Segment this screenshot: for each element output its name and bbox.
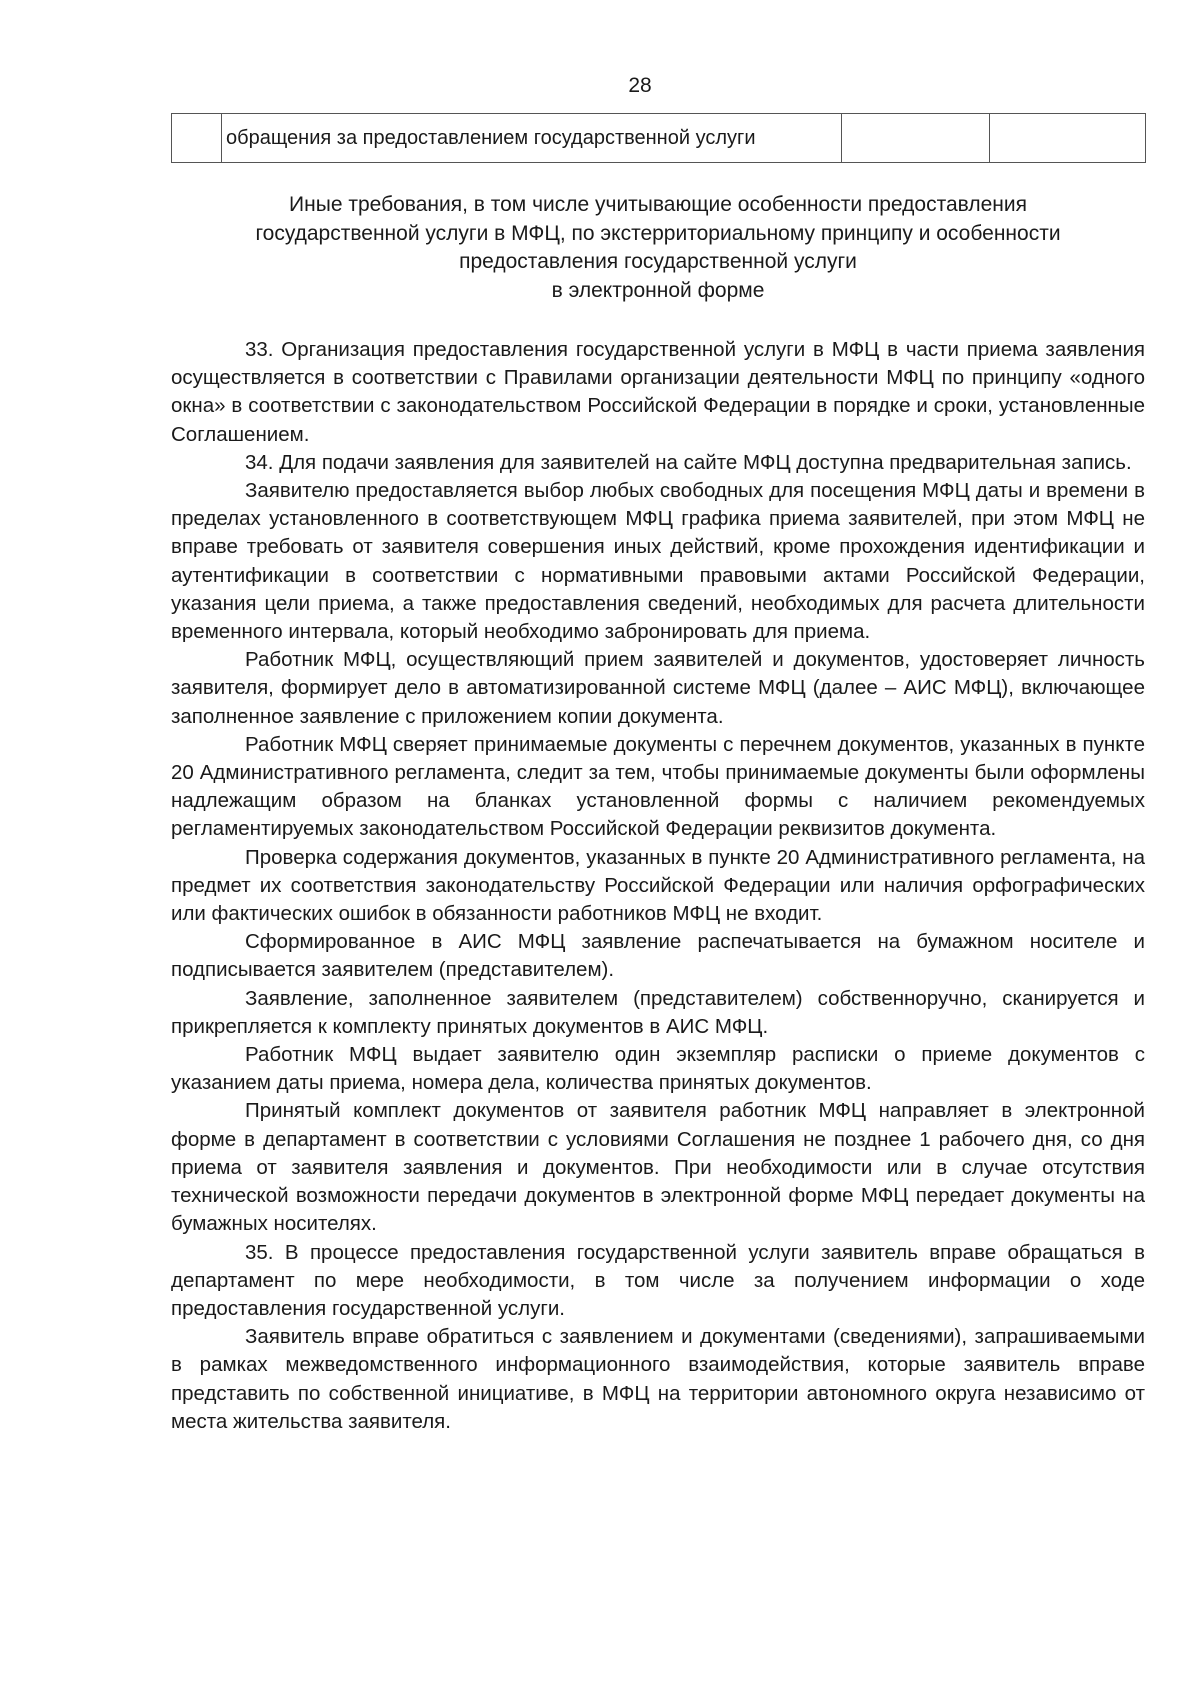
heading-line: в электронной форме xyxy=(551,278,765,302)
section-heading xyxy=(171,191,1145,305)
table-row xyxy=(172,114,1146,163)
continuation-table xyxy=(171,113,1146,163)
page-number: 28 xyxy=(628,74,652,97)
paragraph: Заявление, заполненное заявителем (представителем) собственноручно, сканируется и прикрепляется к комплекту принятых документов в АИС МФЦ. xyxy=(171,986,1145,1038)
table-cell-col4 xyxy=(990,114,1146,163)
paragraph: Сформированное в АИС МФЦ заявление распечатывается на бумажном носителе и подписывается заявителем (представителем). xyxy=(171,930,1145,982)
heading-line: предоставления государственной услуги xyxy=(459,250,857,273)
paragraph: Принятый комплект документов от заявителя работник МФЦ направляет в электронной форме в департамент в соответствии с условиями Соглашения не позднее 1 рабочего дня, со дня приема от заявителя заявления и документов. При необходимости или в случае отсутствия технической возможности передачи документов в электронной форме МФЦ передает документы на бумажных носителях. xyxy=(171,1099,1145,1236)
paragraph: Работник МФЦ сверяет принимаемые документы с перечнем документов, указанных в пункте 20 Административного регламента, следит за тем, чтобы принимаемые документы были оформлены надлежащим образом на бланках установленной формы с наличием рекомендуемых регламентируемых законодательством Российской Федерации реквизитов документа. xyxy=(171,732,1145,841)
heading-line: Иные требования, в том числе учитывающие особенности предоставления xyxy=(289,193,1027,216)
table-cell-col3 xyxy=(842,114,990,163)
paragraph: Заявитель вправе обратиться с заявлением и документами (сведениями), запрашиваемыми в рамках межведомственного информационного взаимодействия, которые заявитель вправе представить по собственной инициативе, в МФЦ на территории автономного округа независимо от места жительства заявителя. xyxy=(171,1325,1145,1433)
paragraph: 33. Организация предоставления государственной услуги в МФЦ в части приема заявления осуществляется в соответствии с Правилами организации деятельности МФЦ по принципу «одного окна» в соответствии с законодательством Российской Федерации в порядке и сроки, установленные Соглашением. xyxy=(171,338,1145,446)
paragraph: Работник МФЦ выдает заявителю один экземпляр расписки о приеме документов с указанием даты приема, номера дела, количества принятых документов. xyxy=(171,1043,1145,1095)
heading-line: государственной услуги в МФЦ, по экстерриториальному принципу и особенности xyxy=(255,221,1061,245)
paragraph: 35. В процессе предоставления государственной услуги заявитель вправе обращаться в департамент по мере необходимости, в том числе за получением информации о ходе предоставления государственной услуги. xyxy=(171,1240,1145,1320)
paragraph: Проверка содержания документов, указанных в пункте 20 Административного регламента, на предмет их соответствия законодательству Российской Федерации или наличия орфографических или фактических ошибок в обязанности работников МФЦ не входит. xyxy=(171,845,1145,926)
paragraph: Заявителю предоставляется выбор любых свободных для посещения МФЦ даты и времени в пределах установленного в соответствующем МФЦ графика приема заявителей, при этом МФЦ не вправе требовать от заявителя совершения иных действий, кроме прохождения идентификации и аутентификации в соответствии с нормативными правовыми актами Российской Федерации, указания цели приема, а также предоставления сведений, необходимых для расчета длительности временного интервала, который необходимо забронировать для приема. xyxy=(171,479,1145,644)
table-cell-description: обращения за предоставлением государственной услуги xyxy=(222,114,842,163)
table-cell-number xyxy=(172,114,222,163)
paragraph: 34. Для подачи заявления для заявителей на сайте МФЦ доступна предварительная запись. xyxy=(245,450,1132,474)
body-text xyxy=(171,336,1145,1436)
paragraph: Работник МФЦ, осуществляющий прием заявителей и документов, удостоверяет личность заявителя, формирует дело в автоматизированной системе МФЦ (далее – АИС МФЦ), включающее заполненное заявление с приложением копии документа. xyxy=(171,648,1145,728)
